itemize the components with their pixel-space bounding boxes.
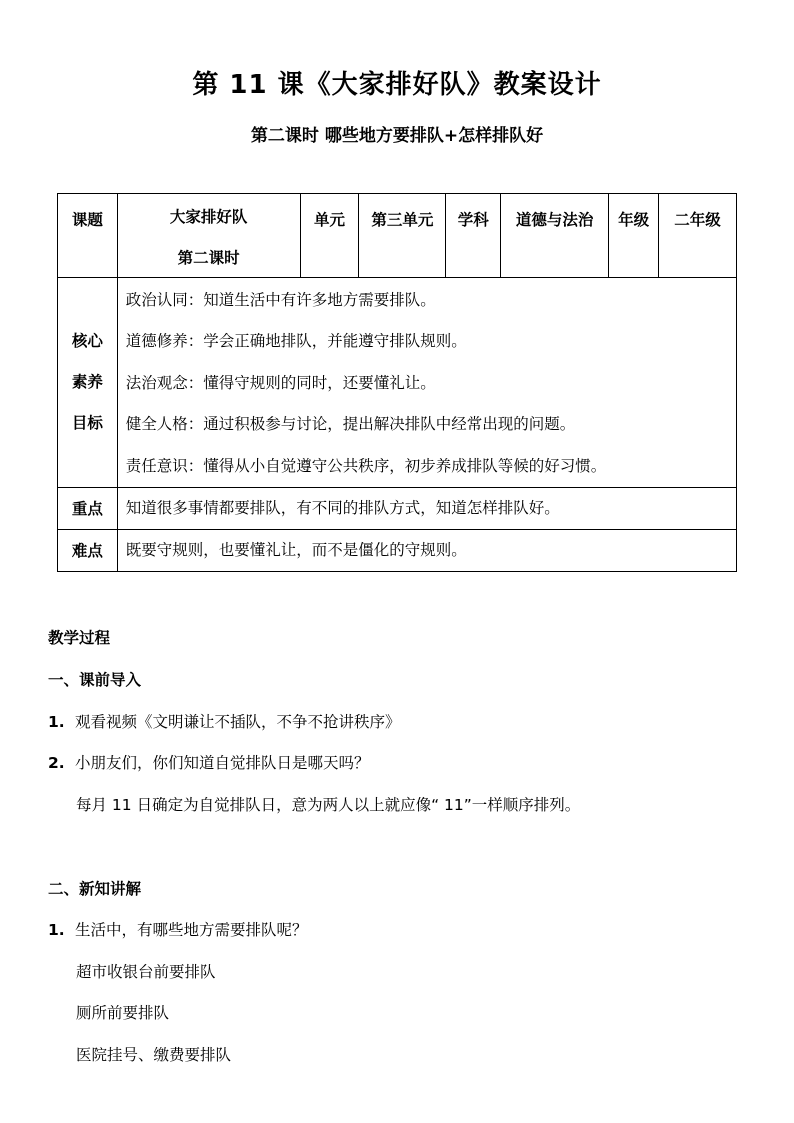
unit-value: 第三单元 — [359, 194, 446, 278]
goal-item: 道德修养：学会正确地排队，并能遵守排队规则。 — [125, 332, 467, 351]
goal-item: 政治认同：知道生活中有许多地方需要排队。 — [125, 291, 436, 309]
section2-answer: 厕所前要排队 — [76, 1004, 170, 1022]
lesson-info-table — [57, 193, 737, 572]
section2-item1-text: 生活中，有哪些地方需要排队呢？ — [75, 921, 308, 939]
subject-label: 学科 — [446, 194, 501, 278]
section1-heading: 一、课前导入 — [48, 671, 142, 689]
difficulty-text: 既要守规则，也要懂礼让，而不是僵化的守规则。 — [117, 529, 736, 571]
document-subtitle: 第二课时 哪些地方要排队+怎样排队好 — [250, 126, 544, 146]
difficulty-label: 难点 — [58, 529, 118, 571]
goal-item: 责任意识：懂得从小自觉遵守公共秩序，初步养成排队等候的好习惯。 — [125, 456, 607, 475]
table-row-difficulty — [58, 529, 737, 571]
goals-list — [117, 278, 736, 488]
section2-heading: 二、新知讲解 — [48, 880, 142, 898]
goal-item: 法治观念：懂得守规则的同时，还要懂礼让。 — [125, 373, 436, 392]
section2-answer: 超市收银台前要排队 — [76, 963, 216, 981]
table-row-key-point — [58, 487, 737, 529]
key-point-text: 知道很多事情都要排队，有不同的排队方式，知道怎样排队好。 — [117, 487, 736, 529]
section1-item2-text: 小朋友们，你们知道自觉排队日是哪天吗？ — [75, 754, 370, 772]
section1-item2-answer: 每月 11 日确定为自觉排队日，意为两人以上就应像“ 11”一样顺序排列。 — [76, 796, 581, 814]
table-row-goals — [58, 278, 737, 488]
section1-item1 — [48, 710, 401, 732]
unit-label: 单元 — [300, 194, 359, 278]
subject-value: 道德与法治 — [501, 194, 609, 278]
section2-answer: 医院挂号、缴费要排队 — [76, 1046, 232, 1064]
topic-value — [117, 194, 300, 278]
section1-item1-text: 观看视频《文明谦让不插队，不争不抢讲秩序》 — [75, 713, 401, 731]
goals-label-line: 核心 — [71, 331, 103, 350]
section2-item1 — [48, 918, 308, 940]
list-number: 1. — [48, 713, 65, 731]
grade-value: 二年级 — [659, 194, 737, 278]
goal-item: 健全人格：通过积极参与讨论，提出解决排队中经常出现的问题。 — [125, 415, 576, 434]
goals-label-line: 素养 — [71, 372, 103, 391]
topic-value-line1: 大家排好队 — [169, 208, 248, 226]
list-number: 1. — [48, 921, 65, 939]
topic-value-line2: 第二课时 — [177, 249, 240, 267]
goals-label — [58, 278, 118, 488]
topic-label: 课题 — [58, 194, 118, 278]
key-point-label: 重点 — [58, 487, 118, 529]
document-title: 第 11 课《大家排好队》教案设计 — [192, 70, 602, 100]
list-number: 2. — [48, 754, 65, 772]
process-heading: 教学过程 — [48, 629, 111, 647]
goals-label-line: 目标 — [71, 413, 103, 432]
grade-label: 年级 — [609, 194, 659, 278]
section1-item2 — [48, 751, 370, 773]
table-row-header — [58, 194, 737, 278]
